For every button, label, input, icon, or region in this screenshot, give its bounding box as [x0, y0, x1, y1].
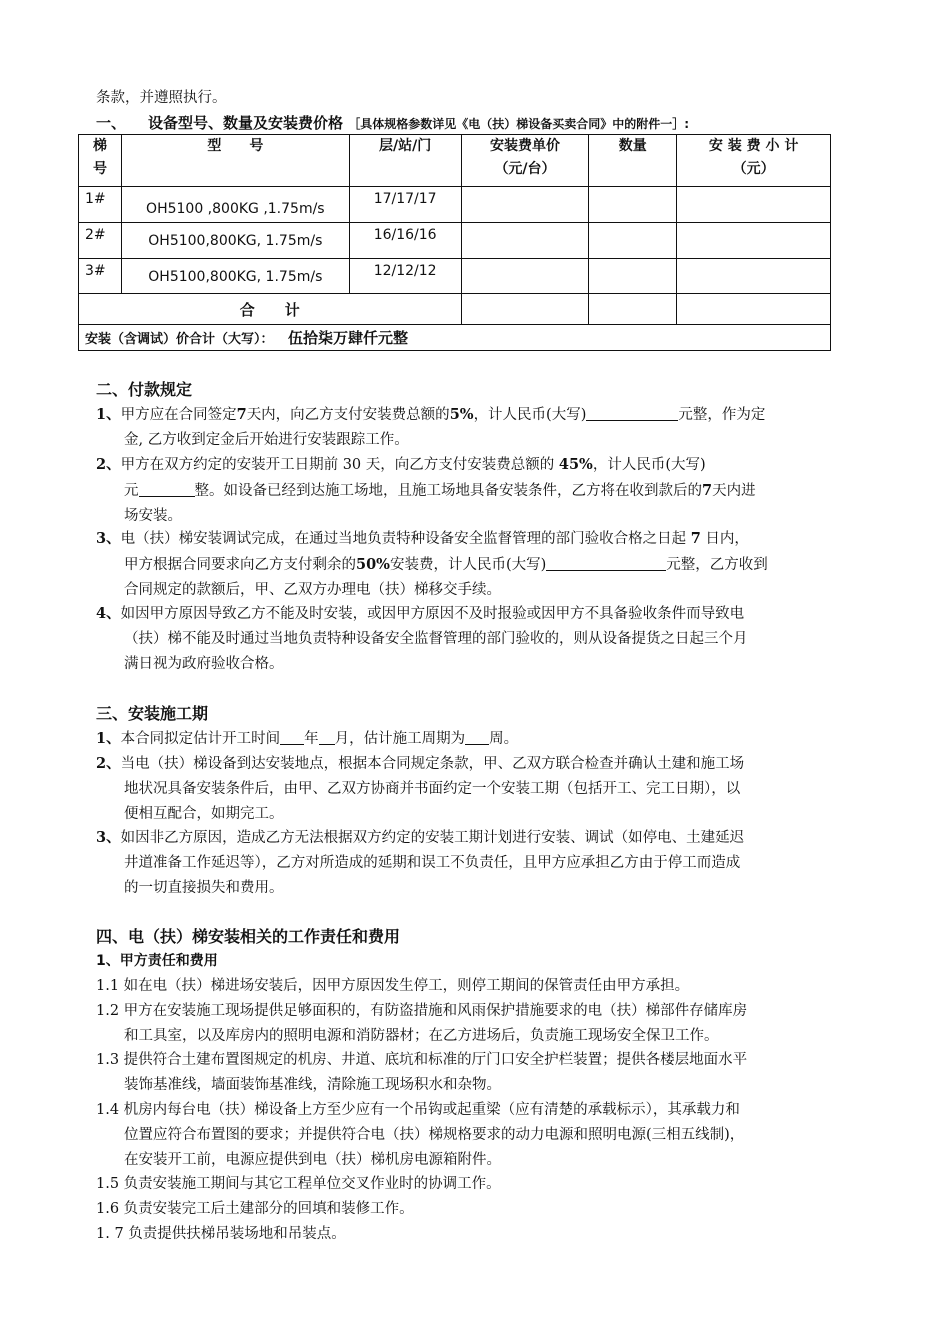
year-blank[interactable]	[280, 728, 304, 745]
cell-lift-no: 1#	[79, 187, 122, 223]
duty-item-1-4: 1.4 机房内每台电（扶）梯设备上方至少应有一个吊钩或起重梁（应有清楚的承载标示），其承载力和 位置应符合布置图的要求；并提供符合电（扶）梯规格要求的动力电源和照明电源(三相五线制)， 在安装开工前，电源应提供到电（扶）梯机房电源箱附件。	[96, 1102, 745, 1168]
cell-model: OH5100,800KG, 1.75m/s	[121, 259, 349, 294]
cell-subtotal	[677, 259, 831, 294]
cell-lift-no: 3#	[79, 259, 122, 294]
section1-num: 一、	[96, 114, 127, 132]
payment-item-4: 4、如因甲方原因导致乙方不能及时安装，或因甲方原因不及时报验或因甲方不具备验收条件而导致电 （扶）梯不能及时通过当地负责特种设备安全监督管理的部门验收的，则从设备提货之日起三个月 满日视为政府验收合格。	[96, 605, 748, 672]
amount-blank[interactable]	[586, 404, 678, 421]
header-subtotal: 安 装 费 小 计 （元）	[677, 135, 831, 187]
section1-note: ［具体规格参数详见《电（扶）梯设备买卖合同》中的附件一］:	[348, 117, 690, 131]
cell-floors: 16/16/16	[349, 223, 461, 259]
table-total-row	[79, 294, 831, 325]
table-header-row	[79, 135, 831, 187]
duty-item-1-5: 1.5 负责安装施工期间与其它工程单位交叉作业时的协调工作。	[96, 1176, 501, 1192]
cell-qty	[589, 187, 677, 223]
weeks-blank[interactable]	[465, 728, 489, 745]
cell-model: OH5100,800KG, 1.75m/s	[121, 223, 349, 259]
cell-floors: 12/12/12	[349, 259, 461, 294]
table-row	[79, 187, 831, 223]
table-row	[79, 223, 831, 259]
install-total-cell	[79, 325, 831, 351]
payment-item-1: 1、甲方应在合同签定7天内，向乙方支付安装费总额的5%，计人民币(大写) 元整，作为定 金, 乙方收到定金后开始进行安装跟踪工作。	[96, 406, 766, 448]
cell-qty	[589, 223, 677, 259]
header-lift-no: 梯 号	[79, 135, 122, 187]
cell-subtotal	[677, 223, 831, 259]
payment-item-3: 3、电（扶）梯安装调试完成，在通过当地负责特种设备安全监督管理的部门验收合格之日起 7 日内， 甲方根据合同要求向乙方支付剩余的50%安装费，计人民币(大写) 元整，乙方收到 合同规定的款额后，甲、乙双方办理电（扶）梯移交手续。	[96, 530, 768, 598]
header-floors: 层/站/门	[349, 135, 461, 187]
header-qty: 数量	[589, 135, 677, 187]
section4-sub1: 1、甲方责任和费用	[96, 953, 218, 969]
cell-unit-price	[461, 187, 589, 223]
install-total-label: 安装（含调试）价合计（大写）：	[85, 332, 274, 347]
table-row	[79, 259, 831, 294]
section4-title: 四、电（扶）梯安装相关的工作责任和费用	[96, 927, 401, 946]
header-model: 型 号	[121, 135, 349, 187]
cell-subtotal	[677, 187, 831, 223]
amount-blank[interactable]	[546, 554, 666, 571]
section2-title: 二、付款规定	[96, 380, 193, 399]
cell-qty	[589, 259, 677, 294]
cell-model: OH5100 ,800KG ,1.75m/s	[121, 187, 349, 223]
cell-unit-price	[461, 223, 589, 259]
table-install-total-row	[79, 325, 831, 351]
total-subtotal-cell	[677, 294, 831, 325]
schedule-item-1: 1、本合同拟定估计开工时间 年 月，估计施工周期为 周。	[96, 730, 519, 747]
header-unit-price: 安装费单价 （元/台）	[461, 135, 589, 187]
cell-lift-no: 2#	[79, 223, 122, 259]
section1-title: 设备型号、数量及安装费价格	[148, 114, 344, 132]
section3-title: 三、安装施工期	[96, 704, 209, 723]
duty-item-1-3: 1.3 提供符合土建布置图规定的机房、井道、底坑和标准的厅门口安全护栏装置；提供各楼层地面水平 装饰基准线，墙面装饰基准线，清除施工现场积水和杂物。	[96, 1052, 748, 1093]
schedule-item-3: 3、如因非乙方原因，造成乙方无法根据双方约定的安装工期计划进行安装、调试（如停电、土建延迟 井道准备工作延迟等），乙方对所造成的延期和误工不负责任，且甲方应承担乙方由于停工而造成 的一切直接损失和费用。	[96, 829, 745, 896]
duty-item-1-6: 1.6 负责安装完工后土建部分的回填和装修工作。	[96, 1201, 414, 1217]
install-total-value: 伍拾柒万肆仟元整	[287, 329, 408, 347]
duty-item-1-1: 1.1 如在电（扶）梯进场安装后，因甲方原因发生停工，则停工期间的保管责任由甲方承担。	[96, 978, 690, 994]
total-qty-cell	[589, 294, 677, 325]
month-blank[interactable]	[319, 728, 335, 745]
intro-tail: 条款，并遵照执行。	[96, 90, 227, 106]
schedule-item-2: 2、当电（扶）梯设备到达安装地点，根据本合同规定条款，甲、乙双方联合检查并确认土建和施工场 地状况具备安装条件后，由甲、乙双方协商并书面约定一个安装工期（包括开工、完工日期），以 便相互配合，如期完工。	[96, 755, 745, 822]
section1-heading	[96, 112, 689, 135]
pricing-table	[78, 134, 831, 351]
cell-unit-price	[461, 259, 589, 294]
duty-item-1-7: 1. 7 负责提供扶梯吊装场地和吊装点。	[96, 1226, 346, 1242]
total-unit-cell	[461, 294, 589, 325]
cell-floors: 17/17/17	[349, 187, 461, 223]
duty-item-1-2: 1.2 甲方在安装施工现场提供足够面积的，有防盗措施和风雨保护措施要求的电（扶）梯部件存储库房 和工具室，以及库房内的照明电源和消防器材；在乙方进场后，负责施工现场安全保卫工作。	[96, 1003, 748, 1044]
total-label: 合 计	[79, 294, 462, 325]
payment-item-2: 2、甲方在双方约定的安装开工日期前 30 天，向乙方支付安装费总额的 45%，计人民币(大写) 元 整。如设备已经到达施工场地，且施工场地具备安装条件，乙方将在收到款后的7天内进 场安装。	[96, 456, 756, 524]
amount-blank[interactable]	[139, 480, 195, 497]
